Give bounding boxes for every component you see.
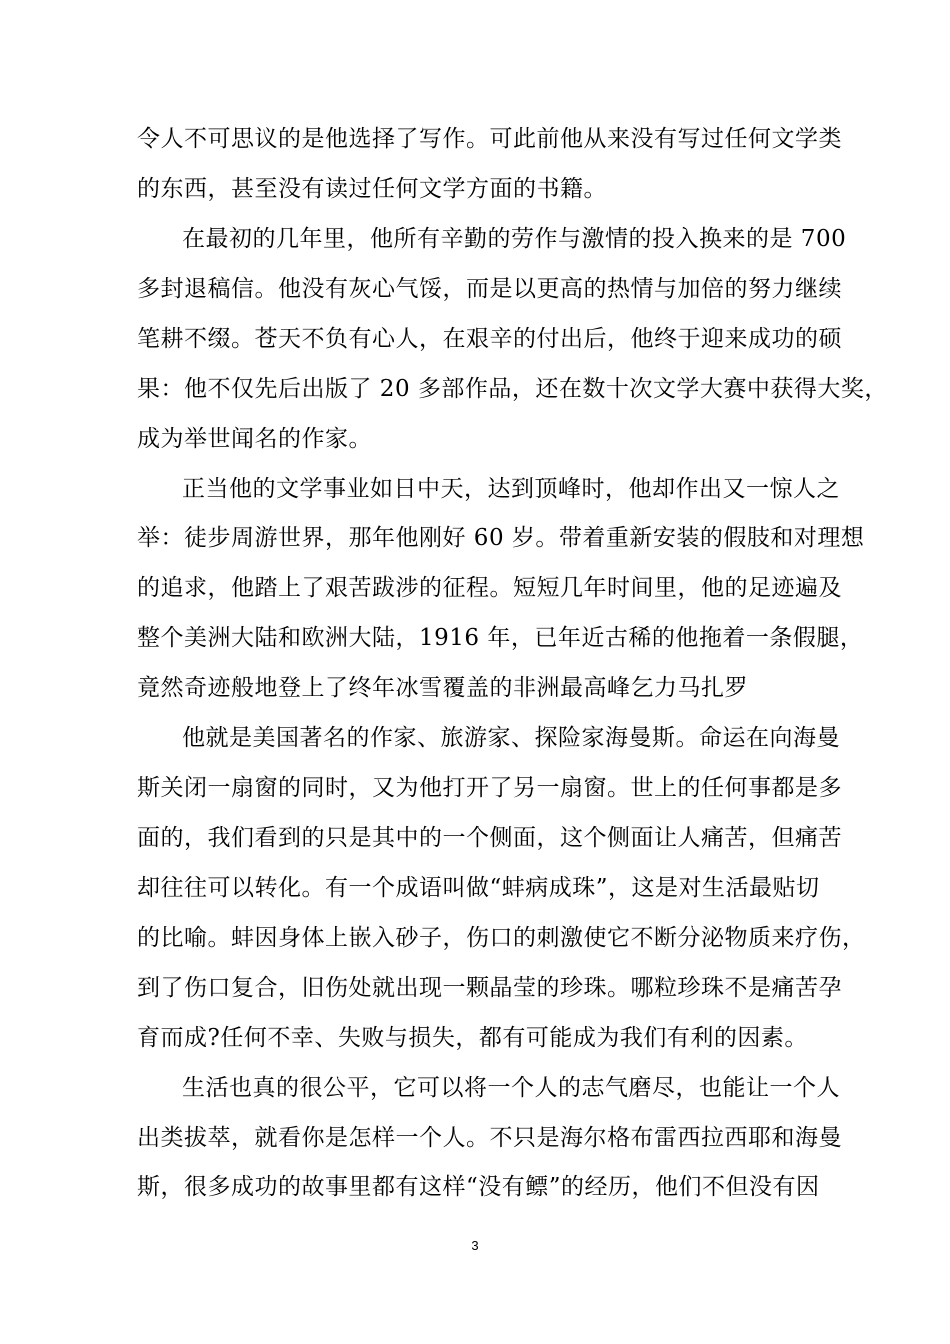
text-line: 面的，我们看到的只是其中的一个侧面，这个侧面让人痛苦，但痛苦 bbox=[137, 825, 842, 851]
text-line: 整个美洲大陆和欧洲大陆，1916 年，已年近古稀的他拖着一条假腿， bbox=[137, 625, 864, 651]
text-line: 到了伤口复合，旧伤处就出现一颗晶莹的珍珠。哪粒珍珠不是痛苦孕 bbox=[137, 975, 842, 1001]
text-line: 的比喻。蚌因身体上嵌入砂子，伤口的刺激使它不断分泌物质来疗伤， bbox=[137, 925, 866, 951]
paragraph-first-line: 正当他的文学事业如日中天，达到顶峰时，他却作出又一惊人之 bbox=[182, 476, 840, 502]
text-line: 育而成?任何不幸、失败与损失，都有可能成为我们有利的因素。 bbox=[137, 1025, 808, 1051]
text-line: 的追求，他踏上了艰苦跋涉的征程。短短几年时间里，他的足迹遍及 bbox=[137, 575, 842, 601]
text-line: 竟然奇迹般地登上了终年冰雪覆盖的非洲最高峰乞力马扎罗 bbox=[137, 675, 748, 701]
text-line: 令人不可思议的是他选择了写作。可此前他从来没有写过任何文学类 bbox=[137, 126, 842, 152]
paragraph-first-line: 生活也真的很公平，它可以将一个人的志气磨尽，也能让一个人 bbox=[182, 1075, 840, 1101]
text-line: 出类拔萃，就看你是怎样一个人。不只是海尔格布雷西拉西耶和海曼 bbox=[137, 1125, 842, 1151]
text-line: 举：徒步周游世界，那年他刚好 60 岁。带着重新安装的假肢和对理想 bbox=[137, 525, 865, 551]
text-line: 斯关闭一扇窗的同时，又为他打开了另一扇窗。世上的任何事都是多 bbox=[137, 775, 842, 801]
page-number: 3 bbox=[471, 1238, 479, 1253]
text-line: 笔耕不缀。苍天不负有心人，在艰辛的付出后，他终于迎来成功的硕 bbox=[137, 326, 842, 352]
paragraph-first-line: 在最初的几年里，他所有辛勤的劳作与激情的投入换来的是 700 bbox=[182, 226, 847, 252]
text-line: 斯，很多成功的故事里都有这样“没有鳔”的经历，他们不但没有因 bbox=[137, 1174, 820, 1200]
text-line: 果：他不仅先后出版了 20 多部作品，还在数十次文学大赛中获得大奖， bbox=[137, 376, 888, 402]
text-line: 却往往可以转化。有一个成语叫做“蚌病成珠”，这是对生活最贴切 bbox=[137, 875, 820, 901]
paragraph-first-line: 他就是美国著名的作家、旅游家、探险家海曼斯。命运在向海曼 bbox=[182, 725, 840, 751]
text-line: 多封退稿信。他没有灰心气馁，而是以更高的热情与加倍的努力继续 bbox=[137, 276, 842, 302]
text-line: 的东西，甚至没有读过任何文学方面的书籍。 bbox=[137, 176, 607, 202]
text-line: 成为举世闻名的作家。 bbox=[137, 426, 372, 452]
